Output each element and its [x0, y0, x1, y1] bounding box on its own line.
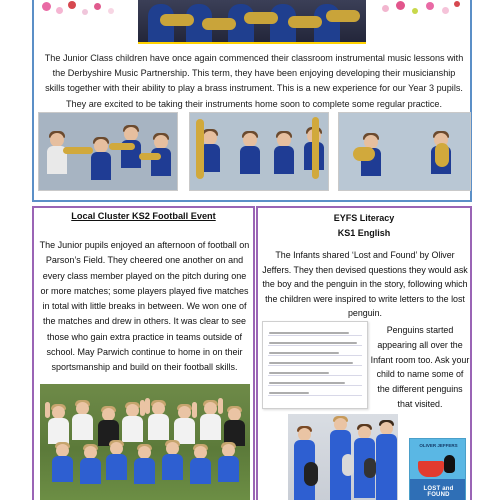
flower-decoration-left: [38, 0, 128, 22]
children-with-penguins-photo: [288, 414, 398, 500]
brass-lesson-photo-1: [38, 112, 178, 191]
football-event-panel: [32, 206, 255, 500]
brass-group-photo: [138, 0, 366, 44]
eyfs-heading: EYFS Literacy: [333, 213, 395, 223]
brass-lesson-photo-3: [338, 112, 471, 191]
flower-decoration-right: [376, 0, 466, 22]
handwritten-letter-image: [262, 321, 368, 409]
book-author: OLIVER JEFFERS: [419, 443, 458, 448]
lost-and-found-book-cover: [409, 438, 466, 500]
eyfs-literacy-text: The Infants shared ‘Lost and Found’ by Oliver Jeffers. They then devised questions they would ask the boy and the penguin in the story, following which the children were inspired to write letters to the lost penguin.: [262, 250, 468, 319]
book-title: LOST and FOUND: [423, 486, 454, 498]
brass-lesson-photo-2: [189, 112, 329, 191]
football-event-text: The Junior pupils enjoyed an afternoon of football on Parson’s Field. They cheered one another on and every class member played on the pitch during one or more matches; some players played five matches in total with little breaks in between. We won one of the matches and drew in others. It was clear to see those who gain extra practice in teams outside of school. May Parwich continue to home in on their sportsmanship and build on their football skills.: [39, 240, 250, 373]
ks1-heading: KS1 English: [337, 228, 391, 238]
football-team-photo: [40, 384, 250, 500]
penguins-text: Penguins started appearing all over the Infant room too. Ask your child to name some of the different penguins that visited.: [370, 325, 470, 409]
music-lessons-panel: [32, 0, 472, 202]
eyfs-literacy-panel: [256, 206, 472, 500]
football-event-title: Local Cluster KS2 Football Event: [71, 211, 216, 221]
music-lessons-text: The Junior Class children have once again commenced their classroom instrumental music lessons with the Derbyshire Music Partnership. This term, they have been enjoying developing their musicianship skills together with their ability to play a brass instrument. This is a new experience for our Year 3 pupils. They are excited to be taking their instruments home soon to complete some regular practice.: [44, 53, 464, 109]
